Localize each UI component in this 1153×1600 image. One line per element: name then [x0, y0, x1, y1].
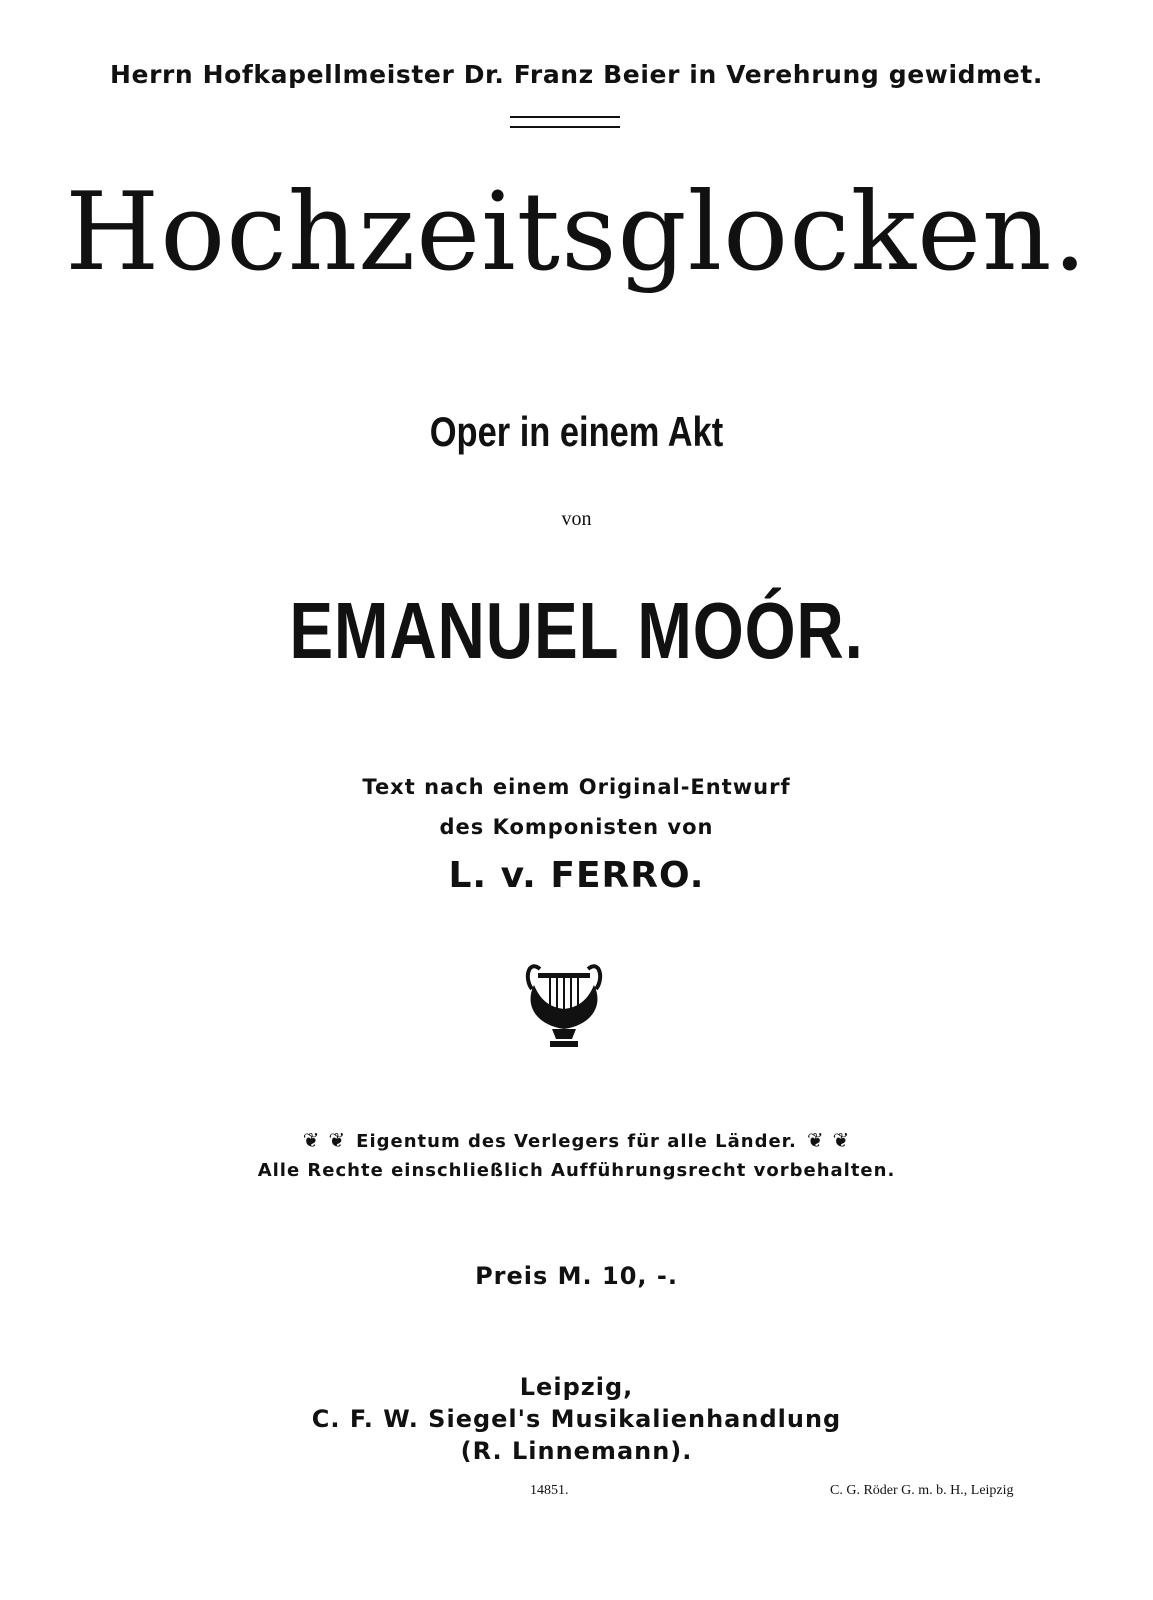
publisher-city: Leipzig, — [519, 1373, 634, 1401]
ornament-left-icon: ❦ ❦ — [302, 1128, 347, 1152]
ornament-right-icon: ❦ ❦ — [806, 1128, 851, 1152]
printer-credit: C. G. Röder G. m. b. H., Leipzig — [830, 1483, 1014, 1498]
plate-number: 14851. — [530, 1483, 569, 1498]
rights-text-1: Eigentum des Verlegers für alle Länder. — [356, 1131, 797, 1152]
publisher-owner: (R. Linnemann). — [460, 1437, 693, 1465]
price: Preis M. 10, -. — [475, 1262, 678, 1290]
composer-name: EMANUEL MOÓR. — [289, 586, 864, 675]
rights-line-2: Alle Rechte einschließlich Aufführungsrecht vorbehalten. — [257, 1160, 896, 1181]
lyre-icon — [522, 955, 606, 1051]
rights-line-1 — [0, 1128, 1153, 1152]
librettist-name: L. v. FERRO. — [448, 855, 705, 896]
subtitle: Oper in einem Akt — [429, 408, 724, 455]
publisher-name: C. F. W. Siegel's Musikalienhandlung — [311, 1405, 842, 1433]
opera-title: Hochzeitsglocken. — [65, 170, 1088, 295]
dedication: Herrn Hofkapellmeister Dr. Franz Beier in Verehrung gewidmet. — [110, 60, 1043, 89]
double-rule-divider — [510, 116, 620, 128]
text-credit-line-2: des Komponisten von — [439, 815, 714, 839]
by-word: von — [561, 508, 592, 530]
text-credit-line-1: Text nach einem Original-Entwurf — [362, 775, 791, 799]
